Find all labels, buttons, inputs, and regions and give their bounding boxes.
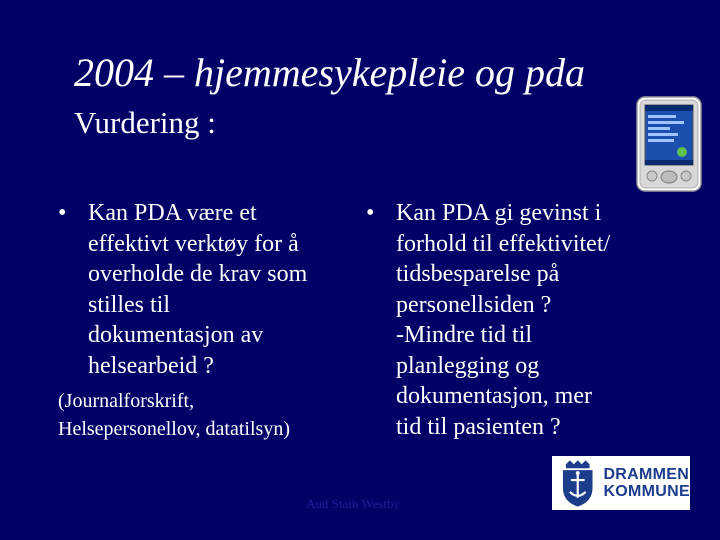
footer-author: Aud Staib Westby xyxy=(306,496,401,511)
left-bullet-text xyxy=(88,198,358,381)
logo-line: DRAMMEN xyxy=(603,466,690,483)
right-bullet-text xyxy=(396,198,686,442)
left-column xyxy=(58,198,358,443)
legal-note xyxy=(58,387,358,443)
right-column xyxy=(366,198,686,442)
text-line: tid til pasienten ? xyxy=(396,413,561,440)
text-line: -Mindre tid til xyxy=(396,322,532,348)
logo-line: KOMMUNE xyxy=(603,483,690,500)
text-line: planlegging og xyxy=(396,352,540,379)
text-line: helsearbeid ? xyxy=(88,352,214,379)
text-line: personellsiden ? xyxy=(396,291,552,318)
coat-of-arms-icon xyxy=(558,458,597,508)
bullet-marker: • xyxy=(366,200,375,226)
text-line: stilles til xyxy=(88,291,171,318)
text-line: dokumentasjon, mer xyxy=(396,383,592,409)
text-line: forhold til effektivitet/ xyxy=(396,230,611,257)
note-line: Helsepersonellov, datatilsyn) xyxy=(58,418,290,440)
text-line: dokumentasjon av xyxy=(88,322,264,348)
text-line: Kan PDA være et xyxy=(88,200,257,226)
note-line: (Journalforskrift, xyxy=(58,390,195,412)
text-line: overholde de krav som xyxy=(88,261,308,287)
drammen-kommune-logo xyxy=(552,456,690,510)
text-line: tidsbesparelse på xyxy=(396,261,560,287)
pda-device-icon xyxy=(636,96,702,192)
slide-title: 2004 – hjemmesykepleie og pda xyxy=(74,50,585,95)
text-line: Kan PDA gi gevinst i xyxy=(396,200,602,226)
left-bullet xyxy=(58,198,358,381)
logo-text xyxy=(603,466,690,500)
bullet-marker: • xyxy=(58,200,67,226)
text-line: effektivt verktøy for å xyxy=(88,230,299,257)
right-bullet xyxy=(366,198,686,442)
slide-subtitle: Vurdering : xyxy=(74,105,216,140)
